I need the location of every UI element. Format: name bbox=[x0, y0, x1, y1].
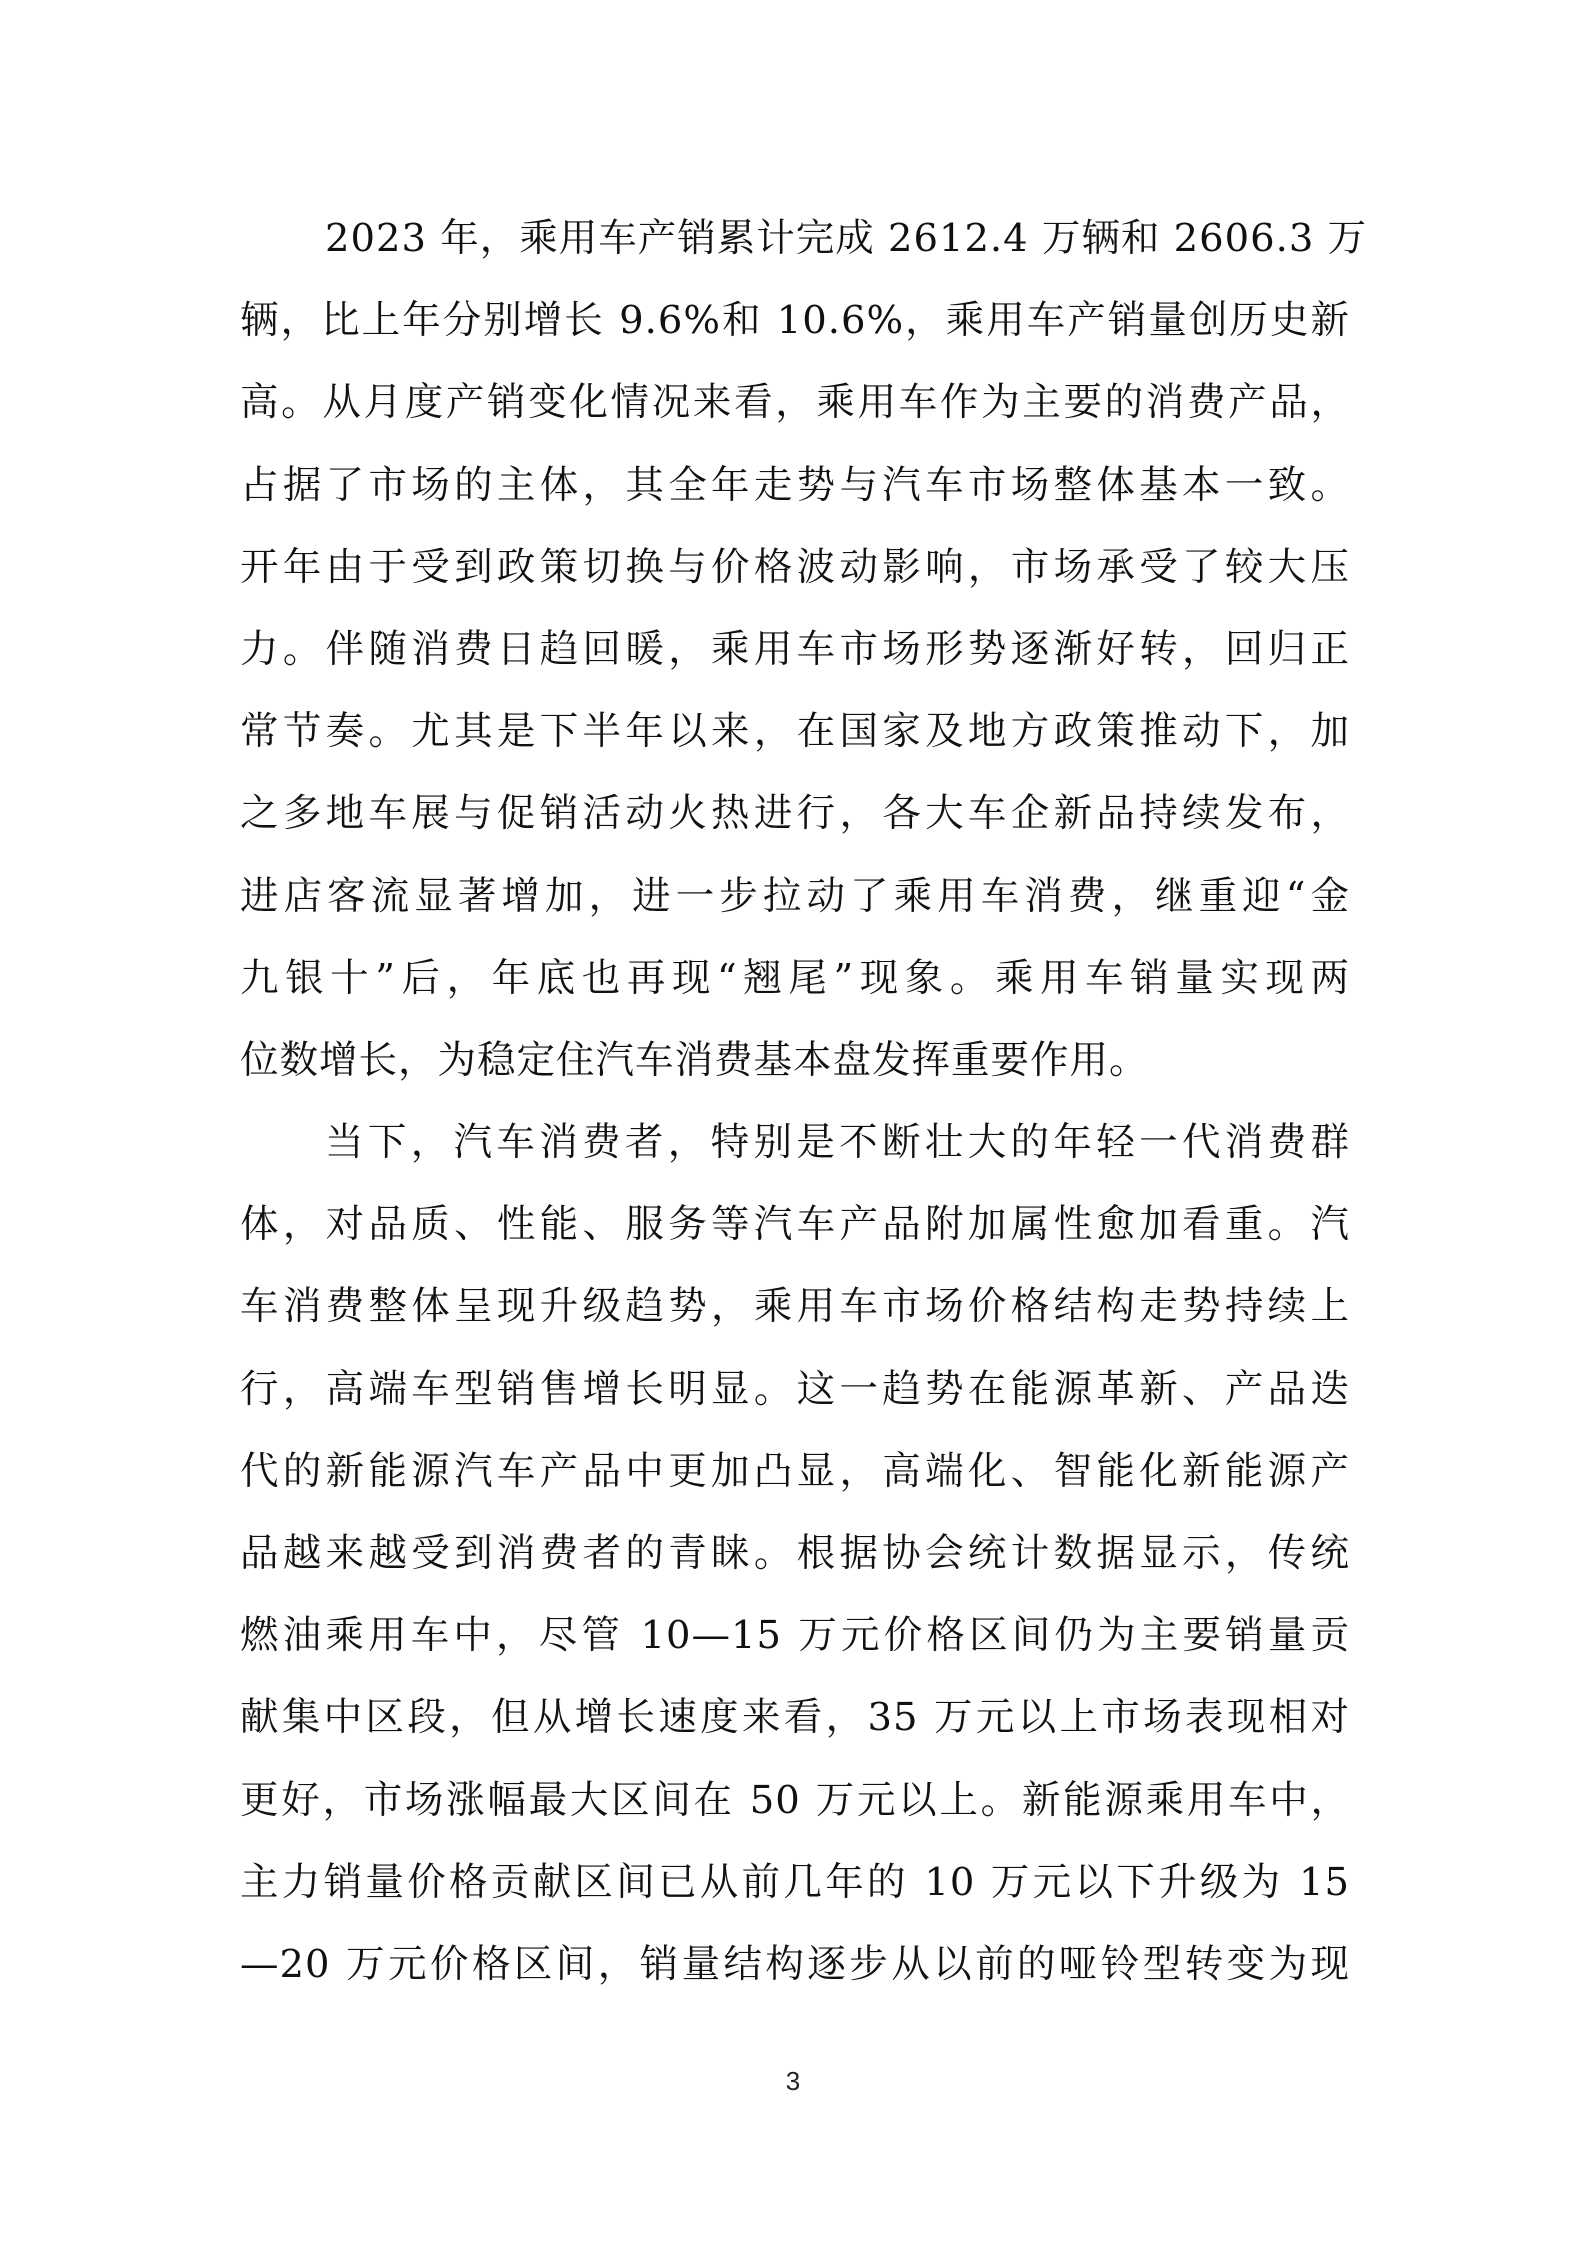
paragraph-2 bbox=[240, 1102, 1350, 2006]
page-number: 3 bbox=[785, 2066, 801, 2096]
text-line: 位数增长，为稳定住汽车消费基本盘发挥重要作用。 bbox=[240, 1037, 1149, 1083]
paragraph-1 bbox=[240, 198, 1368, 1102]
text-line: 之多地车展与促销活动火热进行，各大车企新品持续发布， bbox=[240, 791, 1350, 837]
text-line: 辆，比上年分别增长 9.6%和 10.6%，乘用车产销量创历史新 bbox=[240, 298, 1350, 344]
text-line: 占据了市场的主体，其全年走势与汽车市场整体基本一致。 bbox=[240, 462, 1350, 508]
text-line: 开年由于受到政策切换与价格波动影响，市场承受了较大压 bbox=[240, 544, 1350, 590]
text-line: 高。从月度产销变化情况来看，乘用车作为主要的消费产品， bbox=[240, 380, 1350, 426]
body-text bbox=[240, 198, 1368, 2006]
text-line: 品越来越受到消费者的青睐。根据协会统计数据显示，传统 bbox=[240, 1531, 1350, 1576]
text-line: 行，高端车型销售增长明显。这一趋势在能源革新、产品迭 bbox=[240, 1366, 1350, 1412]
text-line: 燃油乘用车中，尽管 10—15 万元价格区间仍为主要销量贡 bbox=[240, 1613, 1350, 1659]
text-line: 九银十”后，年底也再现“翘尾”现象。乘用车销量实现两 bbox=[240, 955, 1350, 1001]
text-line: 力。伴随消费日趋回暖，乘用车市场形势逐渐好转，回归正 bbox=[240, 626, 1350, 672]
text-line: 进店客流显著增加，进一步拉动了乘用车消费，继重迎“金 bbox=[240, 873, 1350, 919]
text-line: 2023 年，乘用车产销累计完成 2612.4 万辆和 2606.3 万 bbox=[325, 216, 1368, 261]
text-line: 献集中区段，但从增长速度来看，35 万元以上市场表现相对 bbox=[240, 1695, 1350, 1741]
text-line: 体，对品质、性能、服务等汽车产品附加属性愈加看重。汽 bbox=[240, 1202, 1350, 1248]
text-line: 更好，市场涨幅最大区间在 50 万元以上。新能源乘用车中， bbox=[240, 1777, 1350, 1823]
text-line: 车消费整体呈现升级趋势，乘用车市场价格结构走势持续上 bbox=[240, 1284, 1350, 1330]
text-line: 代的新能源汽车产品中更加凸显，高端化、智能化新能源产 bbox=[240, 1448, 1350, 1494]
text-line: 当下，汽车消费者，特别是不断壮大的年轻一代消费群 bbox=[325, 1120, 1350, 1166]
text-line: 主力销量价格贡献区间已从前几年的 10 万元以下升级为 15 bbox=[240, 1859, 1350, 1905]
text-line: —20 万元价格区间，销量结构逐步从以前的哑铃型转变为现 bbox=[240, 1941, 1350, 1987]
text-line: 常节奏。尤其是下半年以来，在国家及地方政策推动下，加 bbox=[240, 709, 1350, 755]
